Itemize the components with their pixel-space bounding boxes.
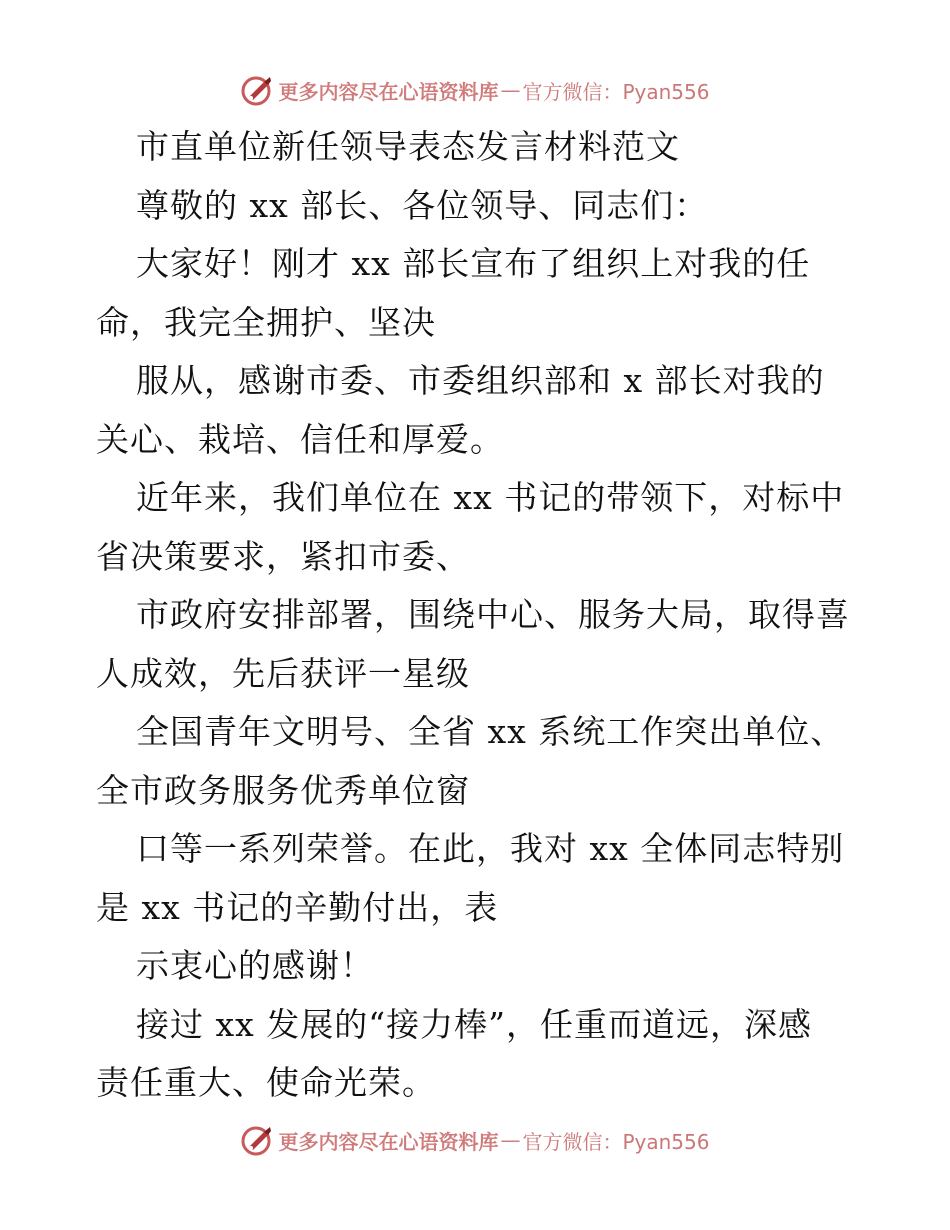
banner-brand-text: 更多内容尽在心语资料库	[278, 1129, 499, 1154]
doc-line: 近年来，我们单位在 xx 书记的带领下，对标中	[136, 478, 845, 517]
doc-line: 是 xx 书记的辛勤付出，表	[96, 887, 499, 927]
pen-logo-icon	[240, 73, 274, 107]
doc-line: 责任重大、使命光荣。	[96, 1063, 436, 1102]
doc-line: 命，我完全拥护、坚决	[96, 302, 436, 342]
doc-line: 省决策要求，紧扣市委、	[96, 536, 470, 576]
banner-wechat-text: 官方微信：Pyan556	[522, 1129, 710, 1154]
doc-line: 示衷心的感谢！	[136, 946, 374, 985]
banner-separator: —	[500, 78, 521, 102]
banner-separator: —	[500, 1128, 521, 1152]
doc-line: 市政府安排部署，围绕中心、服务大局，取得喜	[136, 595, 850, 634]
doc-line: 服从，感谢市委、市委组织部和 x 部长对我的	[136, 361, 825, 400]
doc-line: 接过 xx 发展的“接力棒”，任重而道远，深感	[136, 1004, 812, 1044]
doc-line: 全市政务服务优秀单位窗	[96, 770, 470, 810]
header-banner	[0, 70, 950, 110]
doc-line: 人成效，先后获评一星级	[96, 653, 470, 693]
footer-banner	[0, 1120, 950, 1160]
doc-line: 关心、栽培、信任和厚爱。	[96, 419, 504, 459]
banner-brand-text: 更多内容尽在心语资料库	[278, 79, 499, 104]
banner-wechat-text: 官方微信：Pyan556	[522, 79, 710, 104]
pen-logo-icon	[240, 1123, 274, 1157]
doc-line: 口等一系列荣誉。在此，我对 xx 全体同志特别	[136, 829, 845, 868]
doc-line: 大家好！刚才 xx 部长宣布了组织上对我的任	[136, 244, 811, 283]
doc-line: 尊敬的 xx 部长、各位领导、同志们：	[136, 185, 709, 225]
doc-line: 全国青年文明号、全省 xx 系统工作突出单位、	[136, 712, 845, 751]
document-body	[96, 118, 866, 1113]
doc-line: 市直单位新任领导表态发言材料范文	[136, 127, 680, 166]
